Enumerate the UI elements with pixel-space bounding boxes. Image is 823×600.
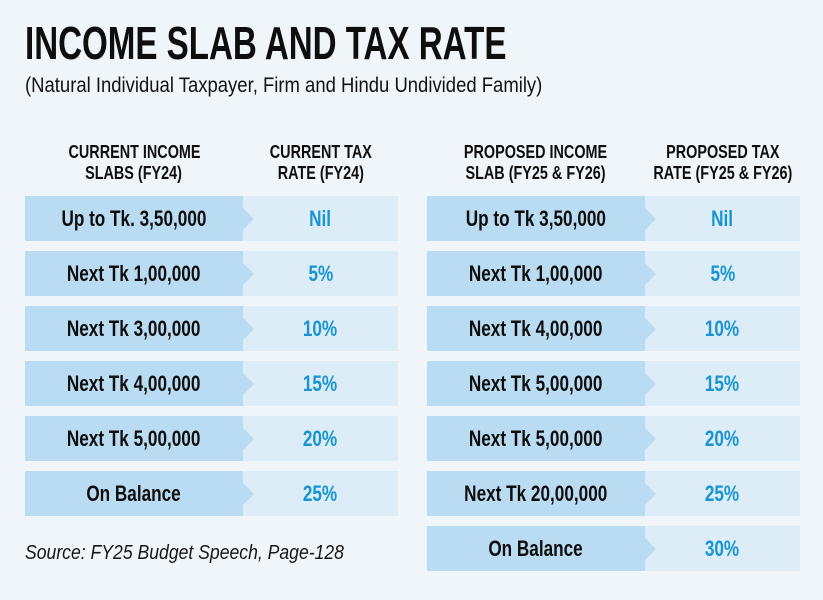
tax-rate-value: 20%: [303, 425, 338, 451]
income-slab-cell: [25, 361, 243, 406]
column-header-proposed-tax-rate: PROPOSED TAX RATE (FY25 & FY26): [653, 141, 792, 184]
income-slab-label: Next Tk 5,00,000: [469, 370, 603, 396]
tax-rate-cell: [243, 196, 398, 241]
table-row: [25, 251, 398, 296]
tax-rate-cell: [645, 306, 800, 351]
income-slab-cell: [25, 306, 243, 351]
income-slab-cell: [427, 361, 645, 406]
tables-container: [25, 142, 800, 571]
tax-rate-cell: [243, 251, 398, 296]
column-header-current-tax-rate: CURRENT TAX RATE (FY24): [269, 141, 372, 184]
table-row: [427, 306, 800, 351]
tax-rate-value: 5%: [710, 260, 735, 286]
table-header-row: [427, 142, 800, 184]
income-slab-label: Next Tk 3,00,000: [67, 315, 201, 341]
tax-rate-value: Nil: [309, 205, 332, 231]
proposed-tax-table: [427, 142, 800, 571]
income-slab-label: Next Tk 4,00,000: [469, 315, 603, 341]
table-row: [427, 251, 800, 296]
tax-rate-value: 30%: [705, 535, 740, 561]
tax-rate-value: 15%: [705, 370, 740, 396]
income-slab-label: On Balance: [488, 535, 584, 561]
income-slab-cell: [427, 526, 645, 571]
income-slab-label: Next Tk 20,00,000: [464, 480, 608, 506]
tax-rate-value: 25%: [303, 480, 338, 506]
income-slab-cell: [25, 471, 243, 516]
income-slab-cell: [25, 251, 243, 296]
tax-rate-cell: [243, 416, 398, 461]
tax-rate-value: 5%: [308, 260, 333, 286]
tax-rate-value: 10%: [303, 315, 338, 341]
tax-rate-cell: [645, 196, 800, 241]
income-slab-cell: [25, 416, 243, 461]
tax-rate-cell: [645, 361, 800, 406]
tax-rate-value: 25%: [705, 480, 740, 506]
income-slab-label: Up to Tk 3,50,000: [465, 205, 607, 231]
tax-rate-cell: [243, 306, 398, 351]
tax-rate-value: 10%: [705, 315, 740, 341]
tax-rate-cell: [243, 471, 398, 516]
table-body: [25, 196, 398, 516]
tax-rate-cell: [645, 251, 800, 296]
table-row: [25, 471, 398, 516]
tax-rate-cell: [645, 471, 800, 516]
income-slab-cell: [427, 471, 645, 516]
income-slab-cell: [427, 416, 645, 461]
income-slab-label: Next Tk 5,00,000: [67, 425, 201, 451]
table-row: [25, 196, 398, 241]
income-slab-label: Next Tk 1,00,000: [67, 260, 201, 286]
table-row: [25, 361, 398, 406]
table-row: [427, 416, 800, 461]
column-header-current-income-slabs: CURRENT INCOME SLABS (FY24): [68, 141, 200, 184]
income-slab-label: Next Tk 1,00,000: [469, 260, 603, 286]
table-row: [427, 471, 800, 516]
income-slab-label: Next Tk 5,00,000: [469, 425, 603, 451]
tax-rate-value: 20%: [705, 425, 740, 451]
source-note: Source: FY25 Budget Speech, Page-128: [25, 542, 344, 565]
income-slab-label: On Balance: [86, 480, 182, 506]
income-slab-label: Next Tk 4,00,000: [67, 370, 201, 396]
income-slab-cell: [25, 196, 243, 241]
income-slab-cell: [427, 306, 645, 351]
table-header-row: [25, 142, 398, 184]
tax-rate-cell: [645, 526, 800, 571]
tax-rate-cell: [645, 416, 800, 461]
page-subtitle: (Natural Individual Taxpayer, Firm and Hindu Undivided Family): [25, 73, 543, 97]
page-title: INCOME SLAB AND TAX RATE: [25, 17, 507, 69]
income-slab-label: Up to Tk. 3,50,000: [61, 205, 207, 231]
income-slab-cell: [427, 196, 645, 241]
table-row: [427, 361, 800, 406]
table-row: [427, 526, 800, 571]
table-body: [427, 196, 800, 571]
tax-rate-cell: [243, 361, 398, 406]
table-row: [427, 196, 800, 241]
column-header-proposed-income-slab: PROPOSED INCOME SLAB (FY25 & FY26): [464, 141, 608, 184]
table-row: [25, 416, 398, 461]
current-tax-table: [25, 142, 398, 571]
income-slab-cell: [427, 251, 645, 296]
table-row: [25, 306, 398, 351]
tax-rate-value: Nil: [711, 205, 734, 231]
tax-rate-value: 15%: [303, 370, 338, 396]
